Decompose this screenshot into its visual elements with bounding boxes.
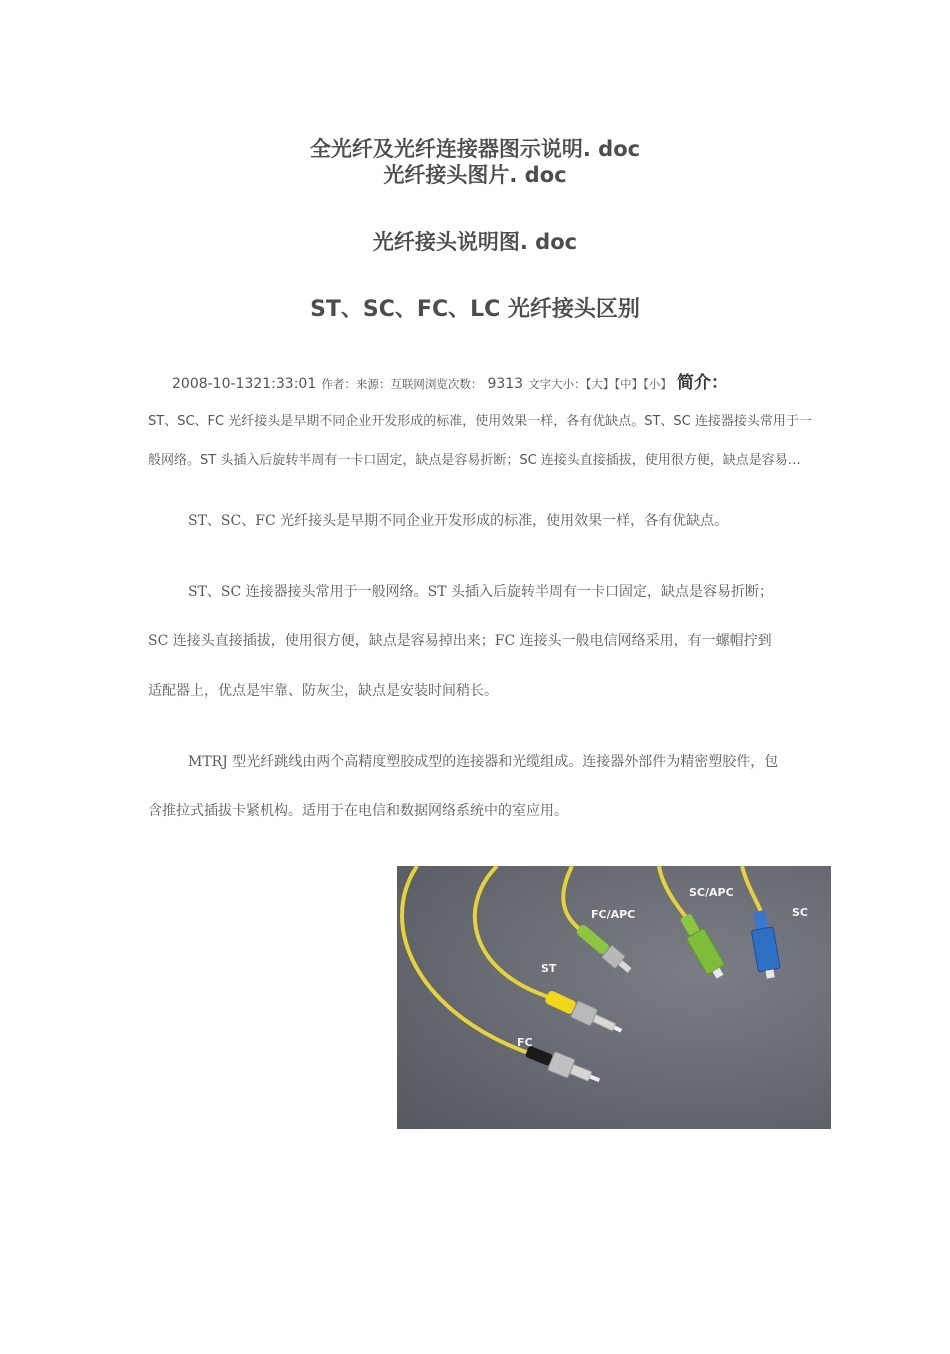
cable-fc: [402, 866, 537, 1056]
cable-sc-apc: [659, 866, 689, 921]
label-sc-apc: SC/APC: [689, 886, 734, 899]
paragraph-2-line-2: SC 连接头直接插拔，使用很方便，缺点是容易掉出来；FC 连接头一般电信网络采用，有一螺帽拧到: [148, 633, 772, 649]
sc-connector: [748, 909, 781, 980]
label-st: ST: [541, 962, 557, 975]
paragraph-3-line-2: 含推拉式插拔卡紧机构。适用于在电信和数据网络系统中的室应用。: [148, 803, 568, 819]
paragraph-1: ST、SC、FC 光纤接头是早期不同企业开发形成的标准，使用效果一样，各有优缺点。: [188, 513, 729, 529]
paragraph-2-line-1: ST、SC 连接器接头常用于一般网络。ST 头插入后旋转半周有一卡口固定，缺点是容易折断；: [188, 584, 774, 600]
meta-datetime: 2008-10-1321:33:01: [172, 376, 317, 392]
fc-apc-connector: [574, 922, 635, 977]
fiber-connectors-photo: [397, 866, 831, 1129]
summary-line-2: 般网络。ST 头插入后旋转半周有一卡口固定，缺点是容易折断；SC 连接头直接插拔，使用很方便，缺点是容易…: [148, 453, 801, 468]
st-connector: [543, 988, 625, 1039]
doc-title-2: 光纤接头图片. doc: [383, 163, 567, 187]
cable-st: [475, 866, 562, 1001]
paragraph-2-line-3: 适配器上，优点是牢靠、防灰尘，缺点是安装时间稍长。: [148, 683, 498, 699]
meta-author-source: 作者：来源：互联网浏览次数：: [321, 377, 483, 391]
cable-sc: [742, 866, 762, 914]
doc-title-1: 全光纤及光纤连接器图示说明. doc: [309, 137, 641, 161]
paragraph-3-line-1: MTRJ 型光纤跳线由两个高精度塑胶成型的连接器和光缆组成。连接器外部件为精密塑胶件，包: [188, 754, 779, 770]
label-sc: SC: [792, 906, 808, 919]
fc-connector: [523, 1042, 603, 1090]
doc-title-3: 光纤接头说明图. doc: [372, 230, 578, 254]
meta-views: 9313: [487, 376, 524, 392]
meta-intro-label: 简介：: [677, 373, 729, 393]
label-fc-apc: FC/APC: [591, 908, 636, 921]
label-fc: FC: [517, 1036, 533, 1049]
sc-apc-connector: [676, 911, 728, 982]
cable-fc-apc: [563, 866, 582, 931]
article-heading: ST、SC、FC、LC 光纤接头区别: [310, 297, 640, 322]
meta-font-size-controls[interactable]: 文字大小：【大】【中】【小】: [528, 377, 672, 391]
article-meta: [172, 368, 728, 393]
summary-line-1: ST、SC、FC 光纤接头是早期不同企业开发形成的标准，使用效果一样，各有优缺点。ST、SC 连接器接头常用于一: [148, 414, 812, 429]
